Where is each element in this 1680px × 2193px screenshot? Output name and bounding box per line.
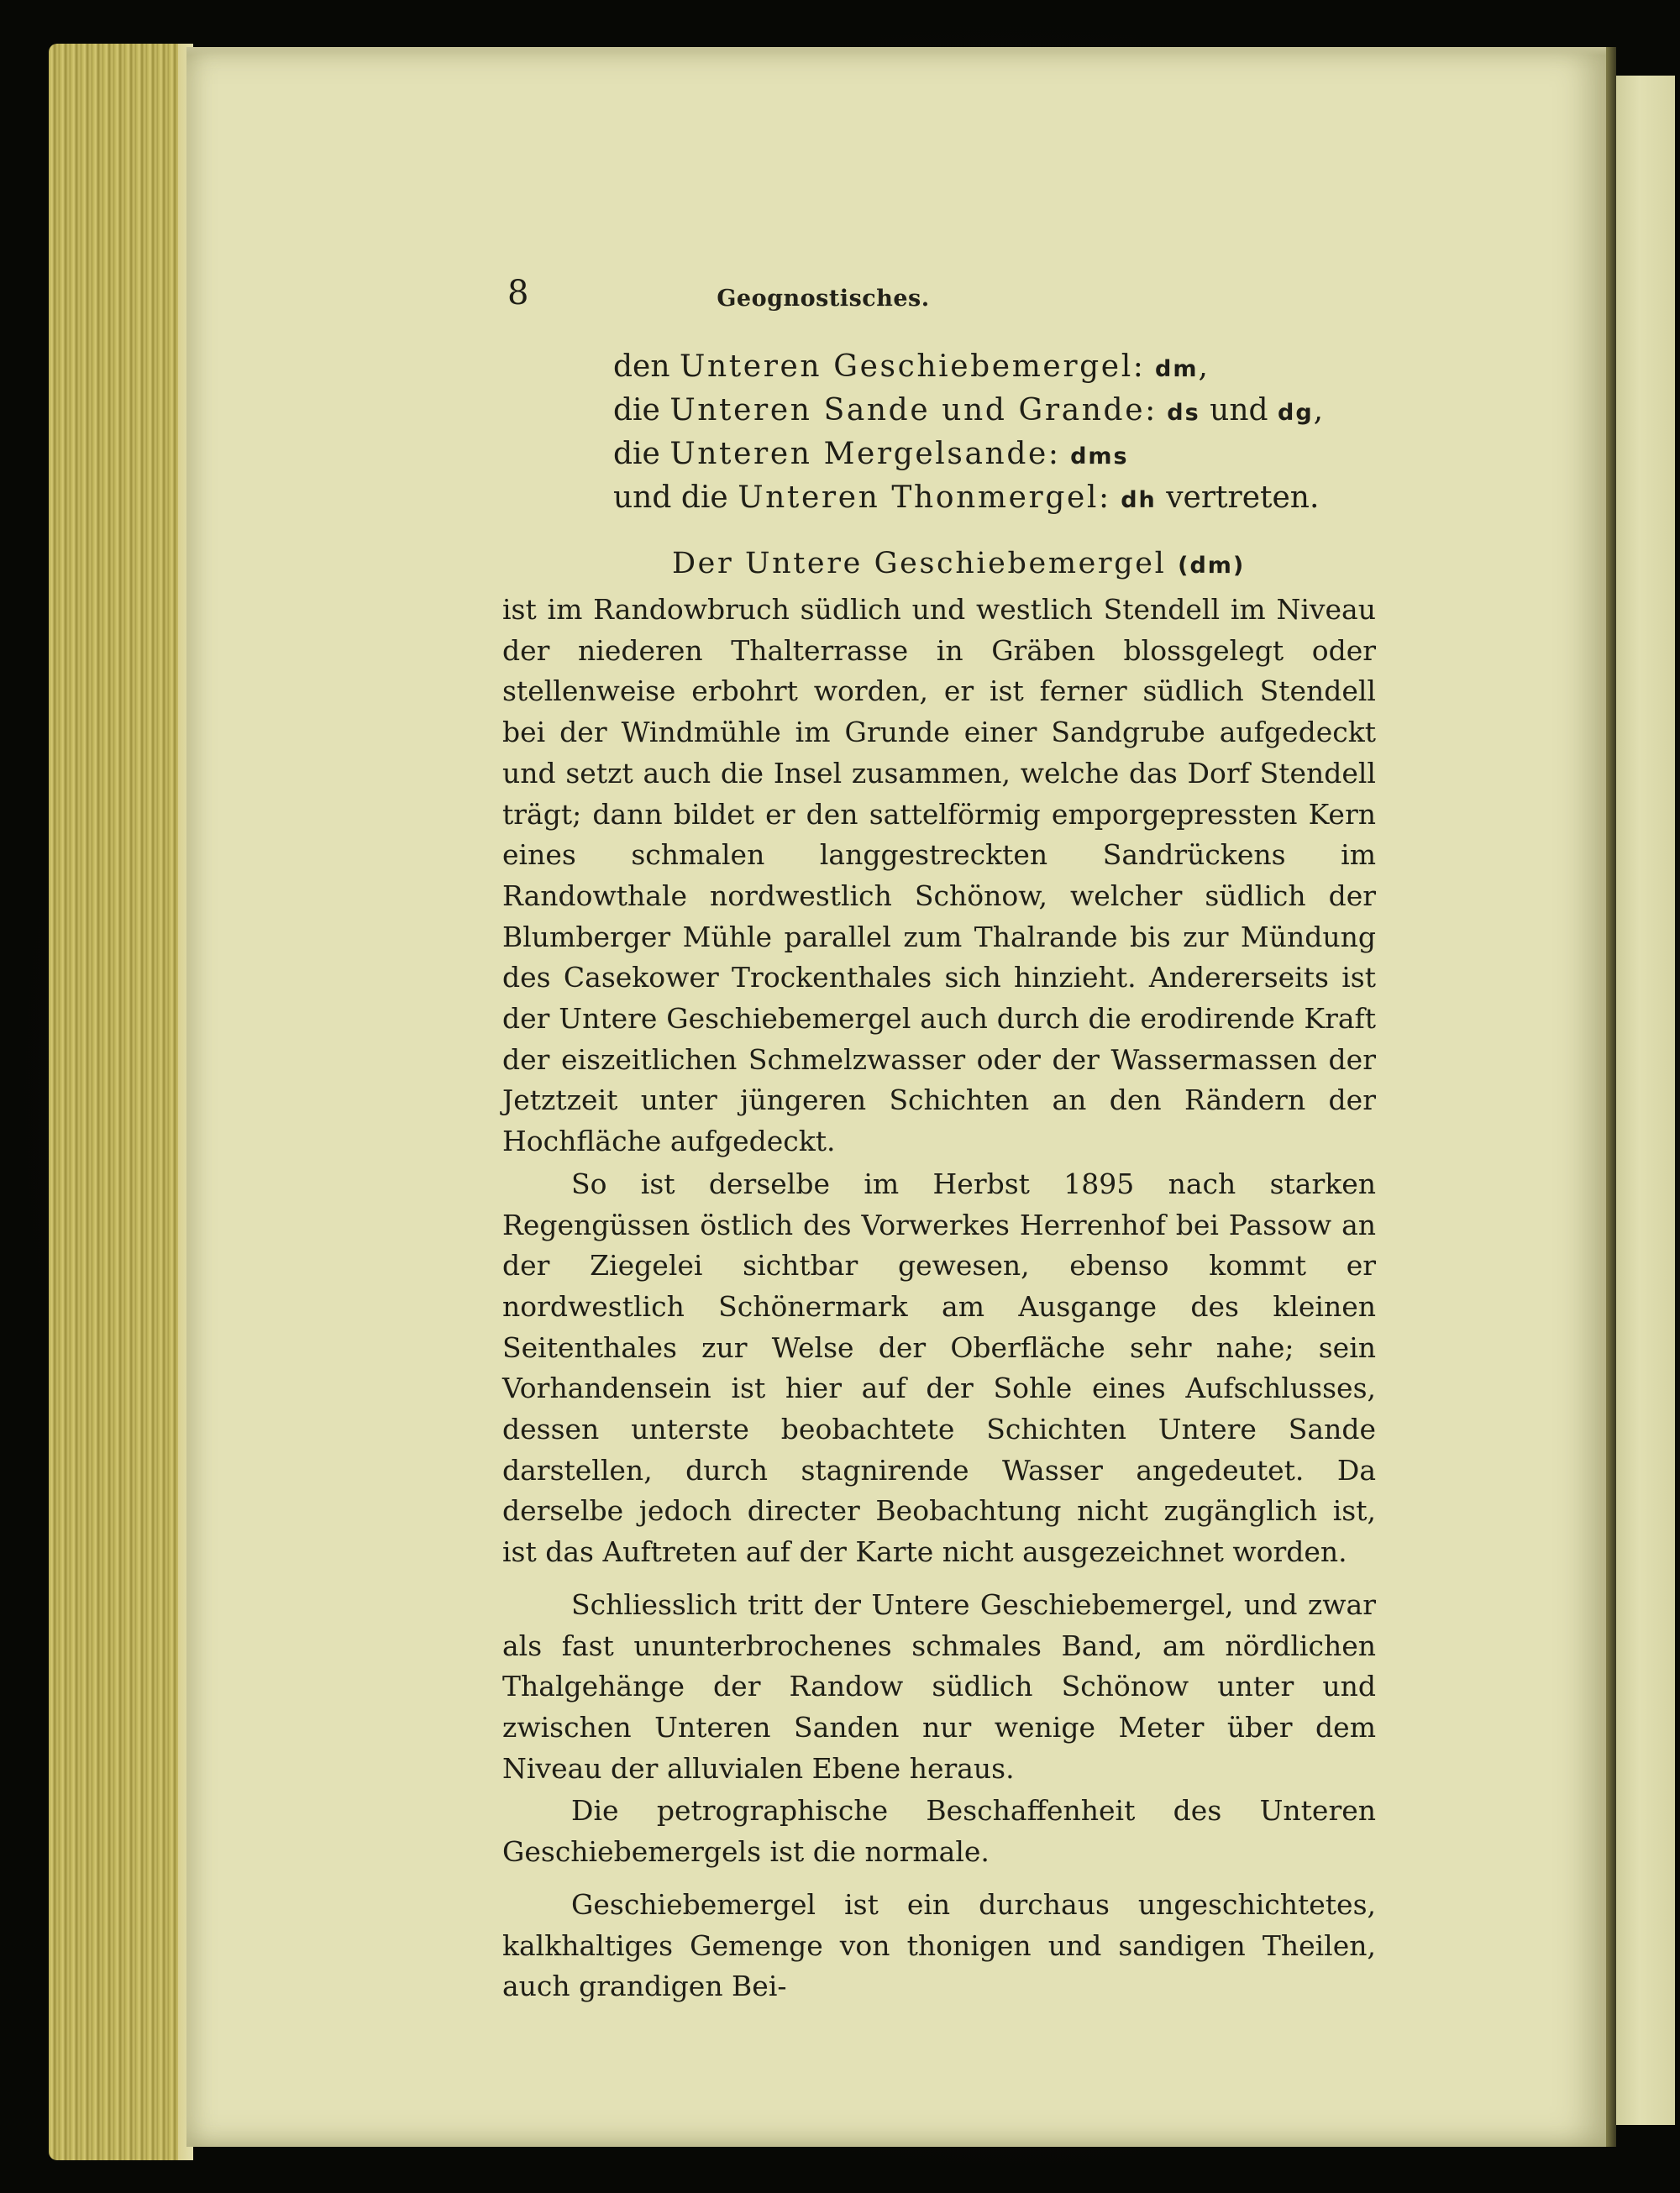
list-item-term: Unteren Sande und Grande: — [669, 393, 1158, 428]
list-item-symbol: dms — [1070, 443, 1129, 470]
list-item-term: Unteren Mergelsande: — [669, 437, 1061, 471]
paragraph: So ist derselbe im Herbst 1895 nach starken Regengüssen östlich des Vorwerkes Herrenhof bei Passow an der Ziegelei sichtbar gewesen, ebenso kommt er nordwestlich Schönermark am Ausgange des kleinen Seitenthales zur Welse der Oberfläche sehr nahe; sein Vorhandensein ist hier auf der Sohle eines Aufschlusses, dessen unterste beobachtete Schichten Untere Sande darstellen, durch stagnirende Wasser angedeutet. Da derselbe jedoch directer Beobachtung nicht zugänglich ist, ist das Auftreten auf der Karte nicht ausgezeichnet worden. — [502, 1167, 1376, 1569]
list-item-prefix: die — [613, 393, 660, 428]
list-item-connector: und — [1200, 393, 1278, 428]
list-item-symbol: dh — [1121, 487, 1157, 513]
book-page-edges — [49, 44, 193, 2160]
paragraph: Die petrographische Beschaffenheit des Unteren Geschiebemergels ist die normale. — [502, 1794, 1376, 1869]
running-head: Geognostisches. — [717, 286, 930, 312]
list-item-term: Unteren Thonmergel: — [738, 480, 1111, 515]
list-item-suffix: , — [1313, 393, 1324, 428]
list-item-suffix: , — [1198, 349, 1208, 384]
section-symbol: (dm) — [1178, 553, 1246, 579]
list-item-symbol-2: dg — [1278, 400, 1314, 426]
page-number: 8 — [507, 274, 529, 312]
list-item-prefix: die — [613, 437, 660, 471]
paragraph: Schliesslich tritt der Untere Geschiebemergel, und zwar als fast ununterbrochenes schmales Band, am nördlichen Thalgehänge der Randow südlich Schönow unter und zwischen Unteren Sanden nur wenige Meter über dem Niveau der alluvialen Ebene heraus. — [502, 1587, 1376, 1785]
paragraph: ist im Randowbruch südlich und westlich Stendell im Niveau der niederen Thalterrasse in Gräben blossgelegt oder stellenweise erbohrt worden, er ist ferner südlich Stendell bei der Windmühle im Grunde einer Sandgrube aufgedeckt und setzt auch die Insel zusammen, welche das Dorf Stendell trägt; dann bildet er den sattelförmig emporgepressten Kern eines schmalen langgestreckten Sandrückens im Randowthale nordwestlich Schönow, welcher südlich der Blumberger Mühle parallel zum Thalrande bis zur Mündung des Casekower Trockenthales sich hinzieht. Andererseits ist der Untere Geschiebemergel auch durch die erodirende Kraft der eiszeitlichen Schmelzwasser oder der Wassermassen der Jetztzeit unter jüngeren Schichten an den Rändern der Hochfläche aufgedeckt. — [502, 593, 1376, 1158]
list-item — [613, 346, 1537, 390]
list-item-prefix: den — [613, 349, 670, 384]
book-gutter — [1606, 47, 1616, 2147]
list-item-term: Unteren Geschiebemergel: — [680, 349, 1146, 384]
list-item-suffix: vertreten. — [1156, 480, 1320, 515]
body-text — [502, 590, 1376, 2007]
formation-list — [613, 346, 1537, 521]
paragraph: Geschiebemergel ist ein durchaus ungeschichtetes, kalkhaltiges Gemenge von thonigen und sandigen Theilen, auch grandigen Bei- — [502, 1887, 1376, 2003]
list-item — [613, 390, 1537, 433]
list-item-prefix: und die — [613, 480, 728, 515]
facing-page-edge — [1616, 76, 1675, 2125]
section-title: Der Untere Geschiebemergel — [672, 547, 1167, 580]
section-heading — [672, 547, 1428, 580]
list-item-symbol: ds — [1167, 400, 1200, 426]
list-item — [613, 477, 1537, 521]
list-item-symbol: dm — [1155, 356, 1199, 382]
list-item — [613, 433, 1537, 477]
